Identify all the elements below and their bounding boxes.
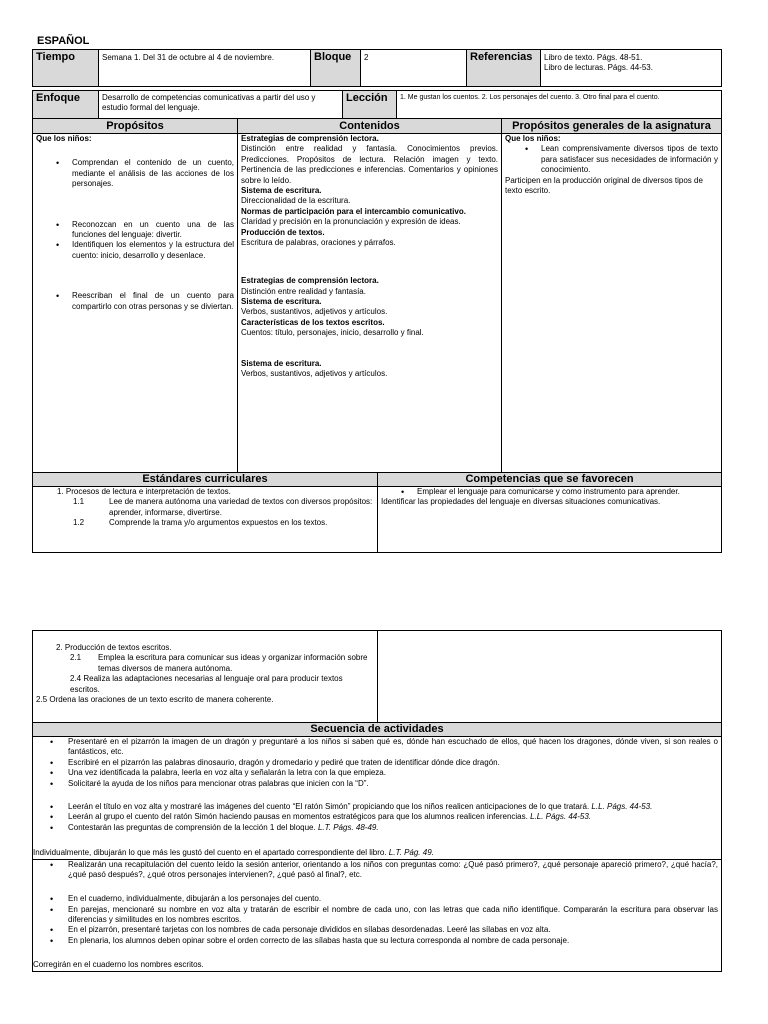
proposito-item: • Reescriban el final de un cuento para compartirlo con otras personas y se diviertan. xyxy=(36,291,234,312)
secuencia-header: Secuencia de actividades xyxy=(33,723,722,737)
actividad-item: • Solicitaré la ayuda de los niños para mencionar otras palabras que inicien con la “D”. xyxy=(36,779,718,789)
enfoque-label: Enfoque xyxy=(33,91,99,119)
competencias-cell xyxy=(378,487,722,553)
estandar-subitem: 2.5 Ordena las oraciones de un texto escrito de manera coherente. xyxy=(36,694,274,704)
estandar-number: 2.1 xyxy=(70,653,82,663)
leccion-value: 1. Me gustan los cuentos. 2. Los personajes del cuento. 3. Otro final para el cuento. xyxy=(397,91,722,119)
proposito-general-item: • Lean comprensivamente diversos tipos de texto para satisfacer sus necesidades de información y conocimiento. xyxy=(505,144,718,175)
contenidos-header: Contenidos xyxy=(238,119,502,134)
estandar-text: Comprende la trama y/o argumentos expuestos en los textos. xyxy=(109,518,328,528)
contenido-text: Cuentos: título, personajes, inicio, desarrollo y final. xyxy=(241,328,424,338)
proposito-item: • Comprendan el contenido de un cuento, mediante el análisis de las acciones de los personajes. xyxy=(36,158,234,189)
estandar-text: Emplea la escritura para comunicar sus ideas y organizar información sobre temas diversos de manera autónoma. xyxy=(98,653,368,673)
actividad-item: • En el pizarrón, presentaré tarjetas con los nombres de cada personaje divididos en sílabas desordenadas. Leeré las sílabas en voz alta. xyxy=(36,925,718,935)
actividad-ref: L.L. Págs. 44-53. xyxy=(530,812,592,822)
actividad-item: • En el cuaderno, individualmente, dibujarán a los personajes del cuento. xyxy=(36,894,718,904)
actividad-text: Leerán el título en voz alta y mostraré las imágenes del cuento “El ratón Simón” propiciando que los niños realicen anticipaciones de lo que tratará. xyxy=(68,801,590,811)
actividad-line xyxy=(33,848,718,858)
contenidos-cell xyxy=(238,134,502,473)
propositos-generales-header: Propósitos generales de la asignatura xyxy=(502,119,722,134)
proposito-general-text: Participen en la producción original de diversos tipos de texto escrito. xyxy=(505,175,703,195)
estandar-subitem xyxy=(43,497,374,518)
subject-title: ESPAÑOL xyxy=(37,35,90,47)
competencia-text: Identificar las propiedades del lenguaje en diversas situaciones comunicativas. xyxy=(381,497,661,507)
actividad-text: Contestarán las preguntas de comprensión de la lección 1 del bloque. xyxy=(68,822,316,832)
leccion-label: Lección xyxy=(343,91,397,119)
referencias-label: Referencias xyxy=(467,50,541,87)
tiempo-label: Tiempo xyxy=(33,50,99,87)
actividad-item: • Una vez identificada la palabra, leerla en voz alta y señalarán la letra con la que empieza. xyxy=(36,768,718,778)
estandar-number: 1.1 xyxy=(73,497,85,507)
competencia-item: • Emplear el lenguaje para comunicarse y como instrumento para aprender. xyxy=(381,487,718,497)
referencias-line-2: Libro de lecturas. Págs. 44-53. xyxy=(544,63,653,73)
empty-cell xyxy=(378,631,722,723)
bloque-label: Bloque xyxy=(311,50,361,87)
contenido-text: Distinción entre realidad y fantasía. xyxy=(241,286,366,296)
actividad-text: Individualmente, dibujarán lo que más les gustó del cuento en el apartado correspondiente del libro. xyxy=(33,848,387,858)
propositos-cell xyxy=(33,134,238,473)
actividad-ref: L.T. Pág. 49. xyxy=(388,848,434,858)
actividad-item xyxy=(36,812,718,822)
estandar-item: 1. Procesos de lectura e interpretación de textos. xyxy=(57,487,231,496)
estandares-cell xyxy=(33,487,378,553)
contenido-heading: Características de los textos escritos. xyxy=(241,317,385,327)
actividad-item: • Presentaré en el pizarrón la imagen de un dragón y preguntaré a los niños si saben qué es, dónde han escuchado de ellos, qué hacen los dragones, dónde viven, si son reales o fantásticos, etc. xyxy=(36,737,718,758)
competencias-header: Competencias que se favorecen xyxy=(378,473,722,487)
actividad-item: • Realizarán una recapitulación del cuento leído la sesión anterior, orientando a los niños con preguntas como: ¿Qué pasó primero?, ¿qué personaje apareció primero?, ¿qué hacía?, ¿qué pasó después?, ¿qué otros personajes intervienen?, ¿qué pasó al final?, etc. xyxy=(36,860,718,881)
contenido-heading: Estrategias de comprensión lectora. xyxy=(241,134,379,143)
actividad-text: Leerán al grupo el cuento del ratón Simón haciendo pausas en momentos estratégicos para que los alumnos realicen inferencias. xyxy=(68,812,528,822)
enfoque-table xyxy=(32,90,722,119)
contenido-heading: Sistema de escritura. xyxy=(241,297,322,307)
actividad-ref: L.L. Págs. 44-53. xyxy=(591,801,653,811)
tiempo-value: Semana 1. Del 31 de octubre al 4 de noviembre. xyxy=(99,50,311,87)
actividad-item: • Escribiré en el pizarrón las palabras dinosaurio, dragón y dromedario y pediré que traten de identificar dónde dice dragón. xyxy=(36,758,718,768)
actividad-item xyxy=(36,802,718,812)
propositos-generales-intro: Que los niños: xyxy=(505,134,561,143)
enfoque-value: Desarrollo de competencias comunicativas a partir del uso y estudio formal del lenguaje. xyxy=(99,91,343,119)
contenido-text: Claridad y precisión en la pronunciación y expresión de ideas. xyxy=(241,217,461,227)
estandares-header: Estándares curriculares xyxy=(33,473,378,487)
contenido-heading: Sistema de escritura. xyxy=(241,185,322,195)
estandares2-cell xyxy=(33,631,378,723)
main-table xyxy=(32,118,722,553)
contenido-text: Verbos, sustantivos, adjetivos y artículos. xyxy=(241,307,388,317)
propositos-generales-cell xyxy=(502,134,722,473)
proposito-item: • Identifiquen los elementos y la estructura del cuento: inicio, desarrollo y desenlace. xyxy=(36,240,234,261)
estandar-item: 2. Producción de textos escritos. xyxy=(56,643,172,652)
tiempo-table xyxy=(32,49,722,87)
contenido-heading: Normas de participación para el intercambio comunicativo. xyxy=(241,206,466,216)
estandar-subitem xyxy=(36,653,374,674)
propositos-intro: Que los niños: xyxy=(36,134,92,143)
estandar-subitem xyxy=(43,518,374,528)
contenido-heading: Estrategias de comprensión lectora. xyxy=(241,276,379,286)
secuencia-cell xyxy=(33,737,722,972)
bloque-value: 2 xyxy=(361,50,467,87)
actividad-line: Corregirán en el cuaderno los nombres escritos. xyxy=(33,960,204,970)
propositos-header: Propósitos xyxy=(33,119,238,134)
contenido-text: Direccionalidad de la escritura. xyxy=(241,196,351,206)
actividad-item: • En plenaria, los alumnos deben opinar sobre el orden correcto de las sílabas hasta que su lectura corresponda al nombre de cada personaje. xyxy=(36,936,718,946)
contenido-heading: Producción de textos. xyxy=(241,227,325,237)
referencias-value xyxy=(541,50,722,87)
actividad-ref: L.T. Págs. 48-49. xyxy=(317,822,379,832)
page2-table xyxy=(32,630,722,972)
actividad-item: • En parejas, mencionaré su nombre en voz alta y tratarán de escribir el nombre de cada uno, con las letras que cada niño identifique. Compararán la escritura para observar las diferencias y similitudes en los nombres escritos. xyxy=(36,905,718,926)
actividad-item xyxy=(36,823,718,833)
estandar-number: 1.2 xyxy=(73,518,85,528)
contenido-text: Escritura de palabras, oraciones y párrafos. xyxy=(241,237,396,247)
contenido-text: Verbos, sustantivos, adjetivos y artículos. xyxy=(241,369,388,379)
estandar-subitem: 2.4 Realiza las adaptaciones necesarias al lenguaje oral para producir textos escritos. xyxy=(70,674,343,694)
proposito-item: • Reconozcan en un cuento una de las funciones del lenguaje: divertir. xyxy=(36,220,234,241)
contenido-text: Distinción entre realidad y fantasía. Conocimientos previos. Predicciones. Propósitos de lectura. Relación imagen y texto. Pertinencia de las predicciones e inferencias. Comentarios y opiniones sobre lo leído. xyxy=(241,144,498,185)
contenido-heading: Sistema de escritura. xyxy=(241,358,322,368)
estandar-text: Lee de manera autónoma una variedad de textos con diversos propósitos: aprender, informarse, divertirse. xyxy=(109,497,373,517)
referencias-line-1: Libro de texto. Págs. 48-51. xyxy=(544,53,643,62)
